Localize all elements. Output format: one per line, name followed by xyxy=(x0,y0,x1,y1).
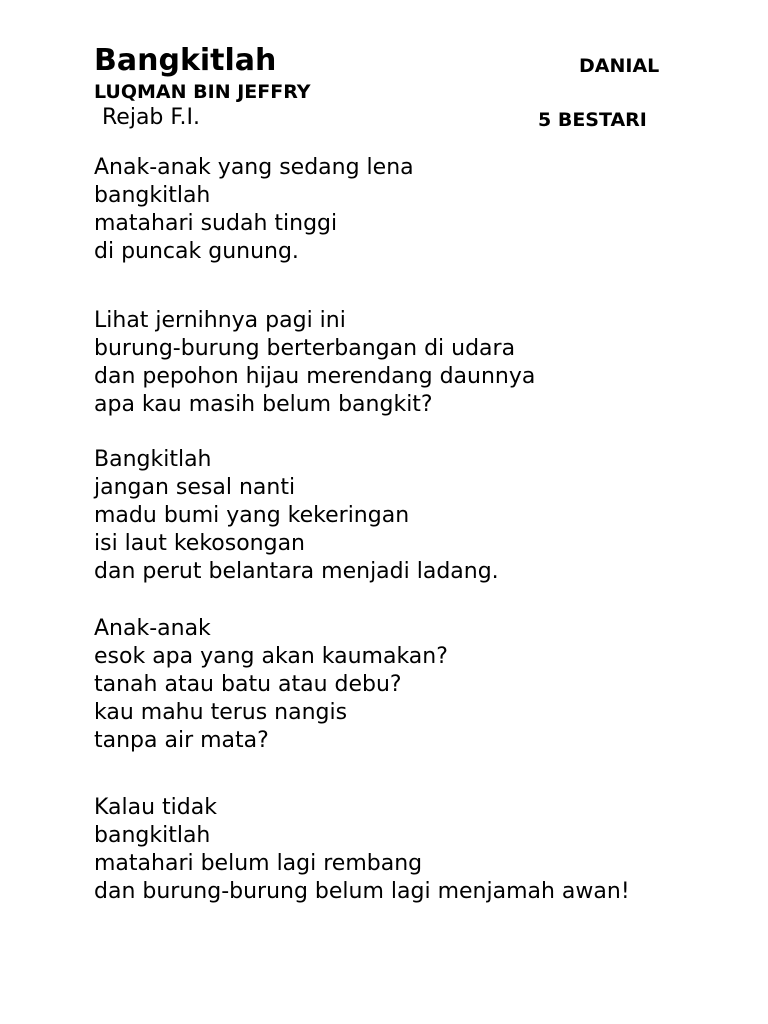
poem-line: bangkitlah xyxy=(94,183,211,208)
poem-line: Anak-anak yang sedang lena xyxy=(94,155,414,180)
poem-line: Anak-anak xyxy=(94,616,211,641)
poem-line: isi laut kekosongan xyxy=(94,531,305,556)
stanza-4 xyxy=(94,615,448,755)
poem-line: Kalau tidak xyxy=(94,795,217,820)
poem-line: dan perut belantara menjadi ladang. xyxy=(94,559,499,584)
stanza-3 xyxy=(94,446,499,586)
poem-line: bangkitlah xyxy=(94,823,211,848)
poem-line: kau mahu terus nangis xyxy=(94,700,348,725)
poem-line: tanah atau batu atau debu? xyxy=(94,672,402,697)
poem-title: Bangkitlah xyxy=(94,43,277,78)
poem-line: di puncak gunung. xyxy=(94,239,299,264)
class-name: 5 BESTARI xyxy=(538,109,647,131)
poem-line: burung-burung berterbangan di udara xyxy=(94,336,516,361)
poem-line: esok apa yang akan kaumakan? xyxy=(94,644,448,669)
poem-line: matahari sudah tinggi xyxy=(94,211,338,236)
stanza-1 xyxy=(94,154,414,266)
stanza-5 xyxy=(94,794,630,906)
poem-line: madu bumi yang kekeringan xyxy=(94,503,410,528)
poet-name: Rejab F.I. xyxy=(102,105,200,130)
poem-line: Bangkitlah xyxy=(94,447,212,472)
poem-line: tanpa air mata? xyxy=(94,728,269,753)
poem-line: dan burung-burung belum lagi menjamah awan! xyxy=(94,879,630,904)
poem-line: jangan sesal nanti xyxy=(94,475,296,500)
stanza-2 xyxy=(94,307,535,419)
poem-line: dan pepohon hijau merendang daunnya xyxy=(94,364,536,389)
poem-line: Lihat jernihnya pagi ini xyxy=(94,308,346,333)
student-name: DANIAL xyxy=(579,55,660,77)
poem-line: matahari belum lagi rembang xyxy=(94,851,423,876)
poem-line: apa kau masih belum bangkit? xyxy=(94,392,433,417)
student-surname: LUQMAN BIN JEFFRY xyxy=(94,81,311,103)
